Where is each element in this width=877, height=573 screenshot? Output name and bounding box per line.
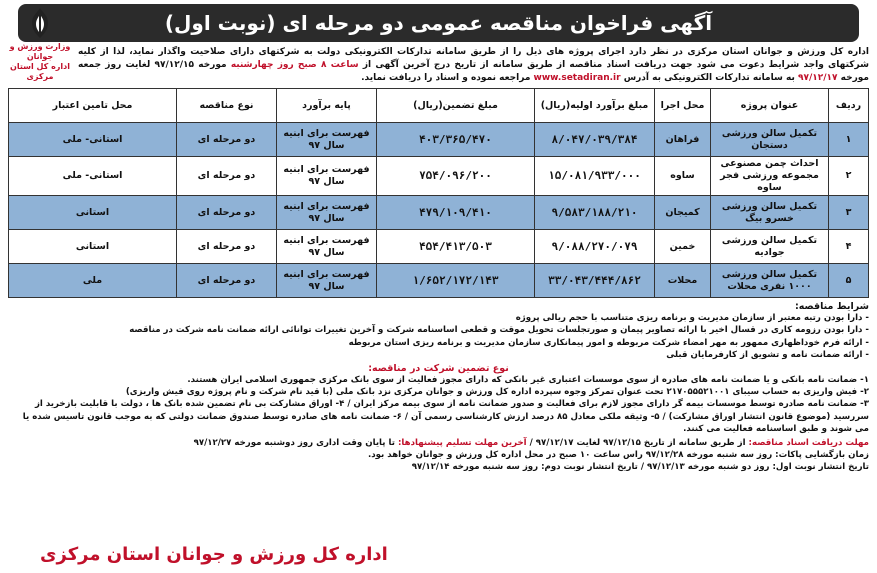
cell-base: فهرست برای ابنیه سال ۹۷ [277,123,377,157]
cell-base: فهرست برای ابنیه سال ۹۷ [277,230,377,264]
cell-base: فهرست برای ابنیه سال ۹۷ [277,264,377,298]
intro-text-3: به سامانه تدارکات الکترونیکی به آدرس [623,73,795,83]
intro-text-2: مورخه ۹۷/۱۲/۱۵ لغایت روز جمعه مورخه [78,60,869,83]
cell-estimate: ۸/۰۴۷/۰۳۹/۳۸۴ [535,123,655,157]
condition-item: - دارا بودن رتبه معتبر از سازمان مدیریت و برنامه ریزی متناسب با حجم ریالی پروژه [515,313,869,323]
ministry-logo [8,6,72,82]
intro-time-accent: ساعت ۸ صبح روز چهارشنبه [230,60,359,70]
tenders-table [8,88,869,298]
guarantee-title: نوع تضمین شرکت در مناقصه: [368,362,509,374]
logo-line-1: وزارت ورزش و جوانان [9,42,71,61]
publish-line: تاریخ انتشار نوبت اول: روز دو شنبه مورخه ۹۷/۱۲/۱۳ / تاریخ انتشار نوبت دوم: روز سه شنبه مورخه ۹۷/۱۲/۱۴ [411,462,869,473]
cell-base: فهرست برای ابنیه سال ۹۷ [277,157,377,196]
header-type: نوع مناقصه [177,89,277,123]
cell-credit: استانی- ملی [9,123,177,157]
condition-item: - دارا بودن رزومه کاری در قسال اخیر با ارائه تصاویر پیمان و صورتجلسات تحویل موقت و قطعی اساسنامه شرکت و آخرین تغییرات توانائی ارائه ضمانت نامه شرکت در مناقصه [129,325,869,336]
submit-label: آخرین مهلت تسلیم پیشنهادها: [397,437,527,448]
cell-type: دو مرحله ای [177,123,277,157]
cell-location: ساوه [655,157,711,196]
iran-emblem-icon [26,6,54,40]
guarantee-item: ۳- ضمانت نامه صادره توسط موسسات بیمه گر دارای مجوز لازم برای فعالیت و صدور ضمانت نامه از سوی بیمه مرکز ایران / ۴- اوراق مشارکت بی نام تضمین شده بانک ها ، دولت با قابلیت بازخرید از سررسید (موضوع قانون انتشار اوراق مشارکت) / ۵- وثیقه ملکی معادل ۸۵ درصد ارزش کارشناسی رسمی آن / ۶- ضمانت نامه های صادره توسط صندوق ضمانت دولتی که به موجب قانون تاسیس شده یا می شوند و طبق اساسنامه فعالیت می کنند. [22,399,869,435]
cell-location: محلات [655,264,711,298]
notice-title: آگهی فراخوان مناقصه عمومی دو مرحله ای (نوبت اول) [164,11,713,35]
cell-location: خمین [655,230,711,264]
schedule-receive-line [8,437,869,449]
intro-text-1: اداره کل ورزش و جوانان استان مرکزی در نظر دارد اجرای پروژه های ذیل را از طریق سامانه تدارکات الکترونیکی دولت به شرکتهای دارای صلاحیت واگذار نماید، لذا از کلیه شرکتهای واجد شرایط دعوت می شود جهت دریافت اسناد مناقصه از طریق سامانه از تاریخ درج آخرین آگهی از [78,47,869,70]
condition-item: - ارائه فرم خوداظهاری ممهور به مهر امضاء شرکت مربوطه و امور پیمانکاری سازمان مدیریت و برنامه ریزی استان مربوطه [348,337,869,348]
header-project-title: عنوان پروژه [711,89,829,123]
guarantee-item: ۲- فیش واریزی به حساب سیبای ۲۱۷۰۵۵۵۲۱۰۰۱ تحت عنوان تمرکز وجوه سپرده اداره کل ورزش و جوانان مرکزی نزد بانک ملی (با قید نام شرکت و نام پروژه روی فیش واریزی) [125,387,869,398]
cell-row-no: ۲ [829,157,869,196]
cell-location: کمیجان [655,196,711,230]
intro-paragraph [78,46,869,85]
cell-project-title: تکمیل سالن ورزشی جوادیه [711,230,829,264]
table-row [9,123,869,157]
header-base: پایه برآورد [277,89,377,123]
cell-project-title: تکمیل سالن ورزشی ۱۰۰۰ نفری محلات [711,264,829,298]
cell-estimate: ۹/۰۸۸/۲۷۰/۰۷۹ [535,230,655,264]
header-guarantee: مبلغ تضمین(ریال) [377,89,535,123]
cell-type: دو مرحله ای [177,157,277,196]
schedule-section [8,437,869,474]
cell-estimate: ۱۵/۰۸۱/۹۳۳/۰۰۰ [535,157,655,196]
guarantee-list [8,374,869,436]
cell-guarantee: ۷۵۴/۰۹۶/۲۰۰ [377,157,535,196]
cell-type: دو مرحله ای [177,230,277,264]
submit-text: تا پایان وقت اداری روز دوشنبه مورخه ۹۷/۱۲/۲۷ [193,437,395,448]
cell-project-title: تکمیل سالن ورزشی دستجان [711,123,829,157]
condition-item: - ارائه ضمانت نامه و تشویق از کارفرمایان قبلی [666,350,869,361]
footer-signature: اداره کل ورزش و جوانان استان مرکزی [40,544,388,565]
intro-date-accent: ۹۷/۱۲/۱۷ [797,73,838,83]
opening-line: زمان بازگشایی پاکات: روز سه شنبه مورخه ۹۷/۱۲/۲۸ راس ساعت ۱۰ صبح در محل اداره کل ورزش و جوانان خواهد بود. [367,450,869,461]
cell-guarantee: ۱/۶۵۲/۱۷۲/۱۴۳ [377,264,535,298]
cell-row-no: ۳ [829,196,869,230]
cell-estimate: ۹/۵۸۳/۱۸۸/۲۱۰ [535,196,655,230]
conditions-list [8,312,869,362]
cell-estimate: ۳۳/۰۴۳/۴۴۴/۸۶۲ [535,264,655,298]
header-row-no: ردیف [829,89,869,123]
cell-type: دو مرحله ای [177,264,277,298]
cell-guarantee: ۴۷۹/۱۰۹/۴۱۰ [377,196,535,230]
cell-row-no: ۵ [829,264,869,298]
header-estimate: مبلغ برآورد اولیه(ریال) [535,89,655,123]
cell-guarantee: ۴۵۴/۴۱۳/۵۰۳ [377,230,535,264]
cell-base: فهرست برای ابنیه سال ۹۷ [277,196,377,230]
notice-title-banner [18,4,859,42]
conditions-title: شرایط مناقصه: [794,301,869,312]
cell-credit: استانی [9,196,177,230]
receive-label: مهلت دریافت اسناد مناقصه: [748,437,869,448]
cell-row-no: ۴ [829,230,869,264]
table-row [9,196,869,230]
logo-text [8,42,72,82]
logo-line-2: اداره کل استان مرکزی [10,62,70,81]
cell-row-no: ۱ [829,123,869,157]
cell-credit: استانی [9,230,177,264]
cell-project-title: تکمیل سالن ورزشی خسرو بیگ [711,196,829,230]
guarantee-item: ۱- ضمانت نامه بانکی و یا ضمانت نامه های صادره از سوی موسسات اعتباری غیر بانکی که دارای مجوز فعالیت از سوی بانک مرکزی جمهوری اسلامی ایران هستند. [187,374,869,385]
cell-credit: ملی [9,264,177,298]
cell-location: فراهان [655,123,711,157]
receive-text: از طریق سامانه از تاریخ ۹۷/۱۲/۱۵ لغایت ۹۷/۱۲/۱۷ / [529,437,746,448]
header-location: محل اجرا [655,89,711,123]
cell-credit: استانی- ملی [9,157,177,196]
cell-type: دو مرحله ای [177,196,277,230]
website-link[interactable]: www.setadiran.ir [533,73,621,83]
table-row [9,264,869,298]
intro-section [8,42,869,85]
table-row [9,230,869,264]
cell-guarantee: ۴۰۳/۳۶۵/۴۷۰ [377,123,535,157]
table-header-row [9,89,869,123]
cell-project-title: احداث چمن مصنوعی مجموعه ورزشی فجر ساوه [711,157,829,196]
table-row [9,157,869,196]
intro-text-4: مراجعه نموده و اسناد را دریافت نماید. [361,73,531,83]
header-credit: محل تامین اعتبار [9,89,177,123]
